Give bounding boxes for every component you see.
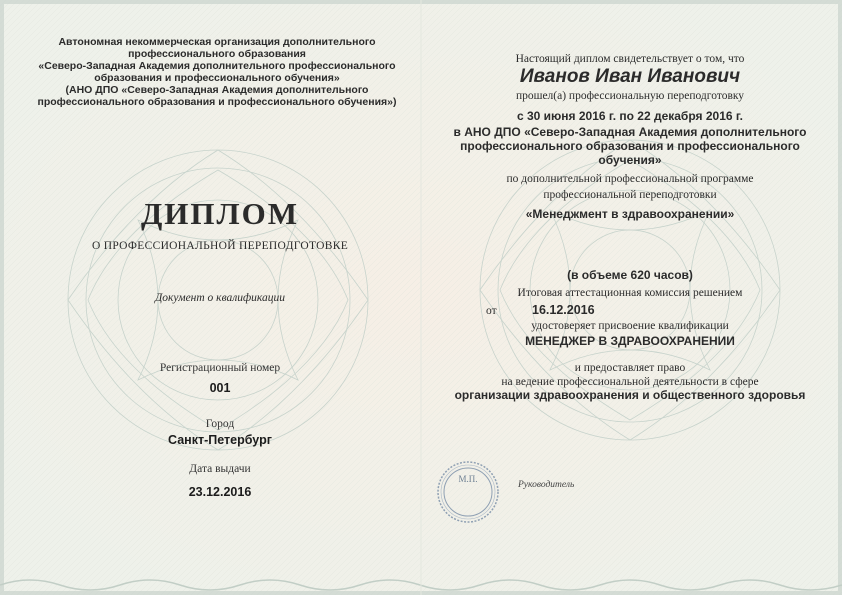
academy-line: профессионального образования и профессионального (460, 139, 800, 153)
certify-intro: Настоящий диплом свидетельствует о том, что (515, 53, 745, 65)
program-line-1: по дополнительной профессиональной программе (506, 173, 754, 185)
study-period: с 30 июня 2016 г. по 22 декабря 2016 г. (516, 109, 744, 123)
issue-date-label: Дата выдачи (189, 463, 251, 475)
org-line: образования и профессионального обучения» (94, 72, 340, 84)
org-line: (АНО ДПО «Северо-Западная Академия дополнительного (65, 84, 369, 96)
diploma-subtitle: О ПРОФЕССИОНАЛЬНОЙ ПЕРЕПОДГОТОВКЕ (91, 240, 349, 252)
qualification-confirms: удостоверяет присвоение квалификации (531, 320, 729, 332)
org-line: Автономная некоммерческая организация дополнительного (58, 36, 376, 48)
org-line: профессионального образования (128, 48, 306, 60)
issue-date-value: 23.12.2016 (188, 485, 252, 499)
diploma-title: ДИПЛОМ (140, 196, 300, 231)
academy-line: обучения» (598, 153, 662, 167)
seal-stamp-icon (436, 460, 500, 524)
activity-scope: на ведение профессиональной деятельности в сфере (501, 376, 759, 388)
grants-right: и предоставляет право (574, 362, 686, 374)
holder-full-name: Иванов Иван Иванович (519, 66, 741, 87)
stamp-label: М.П. (458, 474, 478, 484)
passed-retraining: прошел(а) профессиональную переподготовку (515, 90, 745, 102)
program-volume: (в объеме 620 часов) (567, 268, 693, 282)
decision-date: 16.12.2016 (532, 303, 595, 317)
city-label: Город (205, 418, 235, 430)
academy-name (440, 125, 820, 167)
decision-from-label: от (486, 305, 497, 317)
org-line: профессионального образования и профессионального обучения») (37, 96, 397, 108)
registration-label: Регистрационный номер (159, 362, 281, 374)
head-signature-label: Руководитель (518, 480, 575, 490)
commission-decision: Итоговая аттестационная комиссия решением (517, 287, 743, 299)
city-value: Санкт-Петербург (168, 433, 272, 447)
qualification-name: МЕНЕДЖЕР В ЗДРАВООХРАНЕНИИ (525, 334, 735, 348)
organization-name (22, 36, 412, 108)
academy-line: в АНО ДПО «Северо-Западная Академия дополнительного (453, 125, 807, 139)
org-line: «Северо-Западная Академия дополнительного профессионального (38, 60, 396, 72)
document-type: Документ о квалификации (154, 292, 286, 304)
activity-sphere: организации здравоохранения и общественного здоровья (454, 388, 806, 402)
registration-number: 001 (209, 381, 231, 395)
program-line-2: профессиональной переподготовки (543, 189, 717, 201)
program-name: «Менеджмент в здравоохранении» (525, 207, 735, 221)
